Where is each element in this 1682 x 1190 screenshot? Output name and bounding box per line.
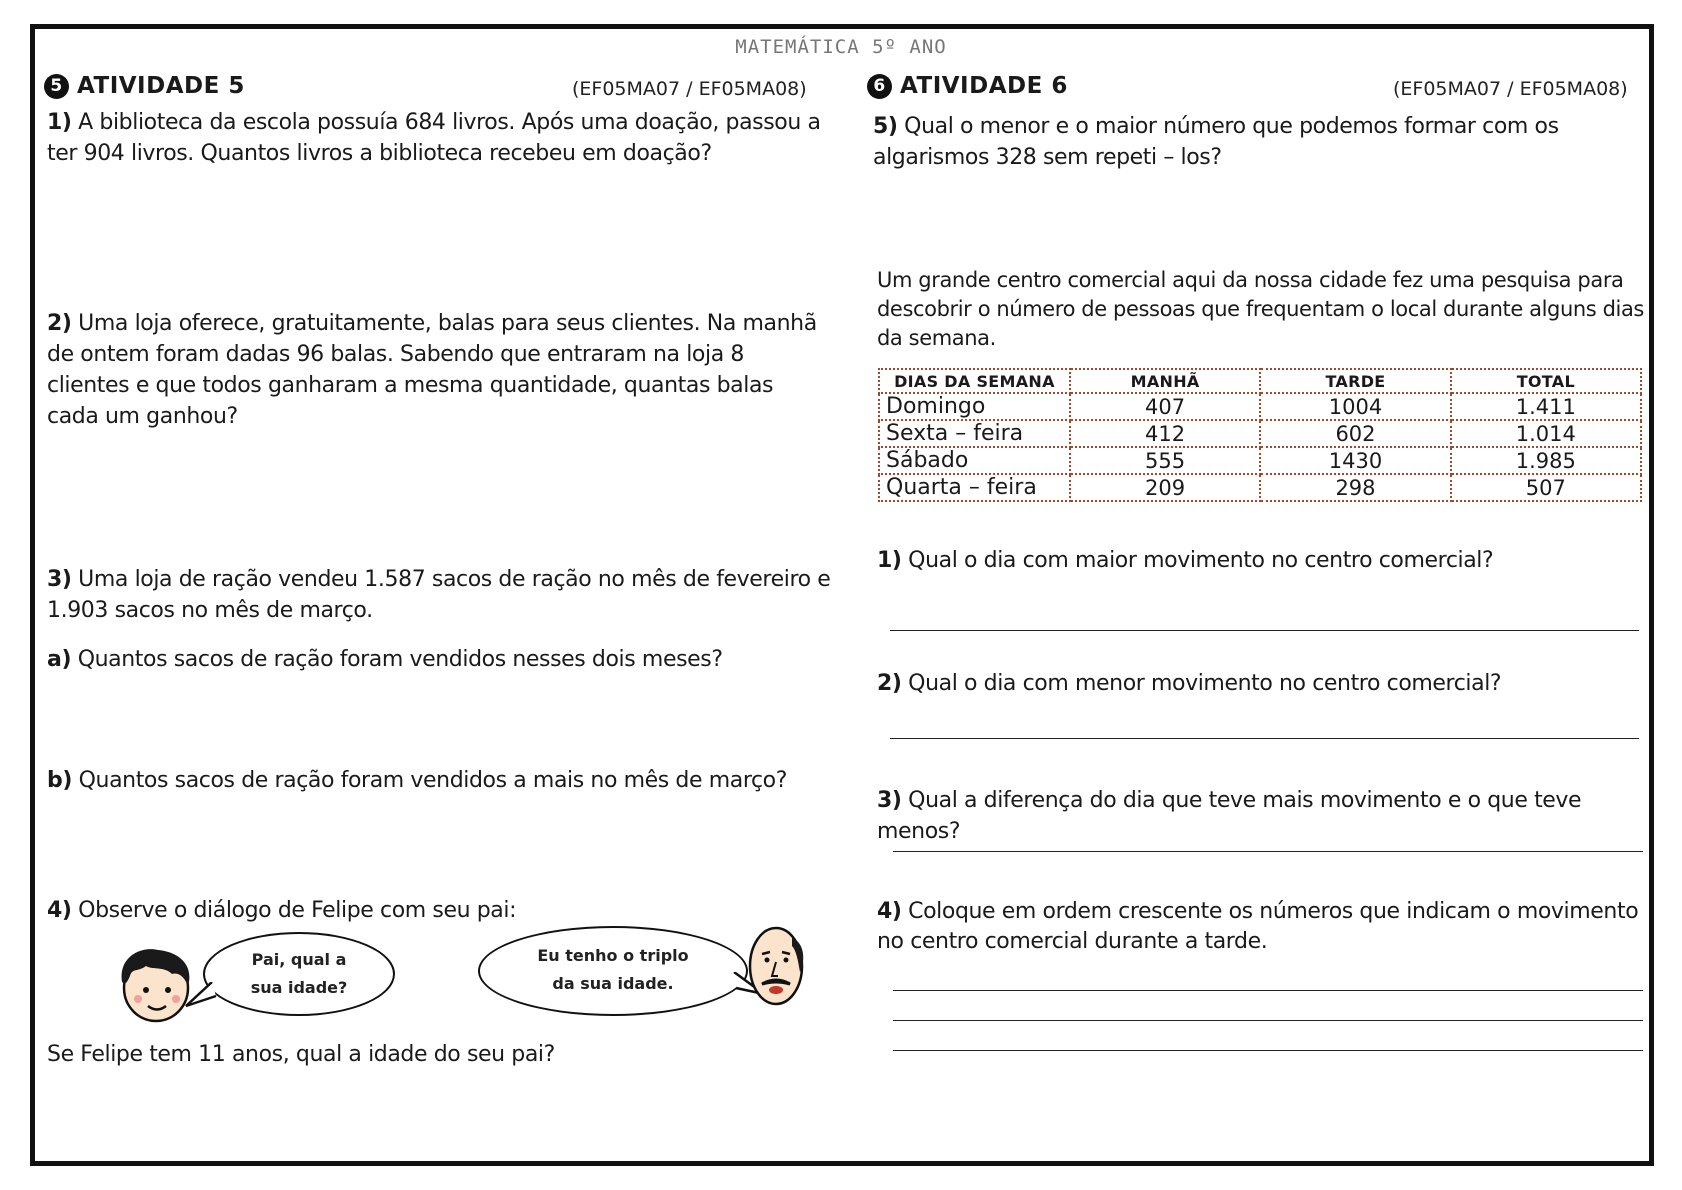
question-letter: a) <box>47 647 72 672</box>
question-text: A biblioteca da escola possuía 684 livros. Após uma doação, passou a ter 904 livros. Quantos livros a biblioteca recebeu em doação? <box>47 110 821 166</box>
number-5-badge: 5 <box>44 74 69 99</box>
question-text: Qual a diferença do dia que teve mais movimento e o que teve menos? <box>877 788 1582 844</box>
cell-total: 1.985 <box>1451 447 1641 474</box>
question-6-3 <box>877 785 1647 847</box>
question-5-2 <box>47 308 825 432</box>
cell-total: 507 <box>1451 474 1641 501</box>
question-number: 2) <box>877 671 902 696</box>
question-5-4-question: Se Felipe tem 11 anos, qual a idade do seu pai? <box>47 1042 555 1067</box>
cell-morning: 555 <box>1070 447 1260 474</box>
cell-afternoon: 1430 <box>1260 447 1450 474</box>
question-text: Coloque em ordem crescente os números que indicam o movimento no centro comercial durante a tarde. <box>877 899 1639 954</box>
answer-line[interactable] <box>893 990 1643 991</box>
question-5-3b <box>47 765 837 796</box>
question-6-4 <box>877 897 1647 957</box>
question-text: Uma loja oferece, gratuitamente, balas para seus clientes. Na manhã de ontem foram dadas 96 balas. Sabendo que entraram na loja 8 clientes e que todos ganharam a mesma quantidade, quantas balas cada um ganhou? <box>47 311 817 429</box>
question-text: Quantos sacos de ração foram vendidos nesses dois meses? <box>77 647 723 672</box>
question-text: Qual o dia com maior movimento no centro comercial? <box>908 548 1494 573</box>
survey-intro: Um grande centro comercial aqui da nossa cidade fez uma pesquisa para descobrir o número de pessoas que frequentam o local durante alguns dias da semana. <box>877 268 1644 350</box>
cell-morning: 407 <box>1070 393 1260 420</box>
question-6-1 <box>877 545 1647 576</box>
question-number: 1) <box>877 548 902 573</box>
table-row <box>879 474 1641 501</box>
bubble-tail-icon <box>184 982 218 1010</box>
question-number: 3) <box>47 567 72 592</box>
question-text: Uma loja de ração vendeu 1.587 sacos de ração no mês de fevereiro e 1.903 sacos no mês de março. <box>47 567 831 623</box>
col-header-afternoon: TARDE <box>1260 369 1450 393</box>
cell-day: Quarta – feira <box>879 474 1070 501</box>
answer-line[interactable] <box>890 738 1639 739</box>
question-number: 4) <box>877 899 902 924</box>
bubble-line: Pai, qual a <box>251 950 347 969</box>
cell-morning: 412 <box>1070 420 1260 447</box>
father-face-icon <box>748 920 808 1008</box>
question-text: Qual o menor e o maior número que podemos formar com os algarismos 328 sem repeti – los? <box>873 114 1559 170</box>
cell-afternoon: 602 <box>1260 420 1450 447</box>
col-header-total: TOTAL <box>1451 369 1641 393</box>
question-text: Qual o dia com menor movimento no centro comercial? <box>908 671 1502 696</box>
question-number: 5) <box>873 114 898 139</box>
activity-6-title: ATIVIDADE 6 <box>900 73 1068 99</box>
cell-day: Sábado <box>879 447 1070 474</box>
cell-afternoon: 298 <box>1260 474 1450 501</box>
speech-bubble-felipe <box>203 932 395 1016</box>
activity-6-code: (EF05MA07 / EF05MA08) <box>1393 78 1628 100</box>
question-number: 2) <box>47 311 72 336</box>
question-letter: b) <box>47 768 73 793</box>
cell-total: 1.411 <box>1451 393 1641 420</box>
question-6-5 <box>873 111 1648 173</box>
bubble-line: Eu tenho o triplo <box>537 946 689 965</box>
cell-morning: 209 <box>1070 474 1260 501</box>
cell-total: 1.014 <box>1451 420 1641 447</box>
question-5-3 <box>47 564 837 626</box>
answer-line[interactable] <box>890 630 1639 631</box>
question-5-1 <box>47 107 825 169</box>
question-number: 4) <box>47 898 72 923</box>
survey-table <box>878 368 1642 502</box>
table-header-row <box>879 369 1641 393</box>
table-row <box>879 420 1641 447</box>
table-row <box>879 393 1641 420</box>
activity-5-heading <box>44 73 245 99</box>
question-6-2 <box>877 668 1647 699</box>
cell-day: Sexta – feira <box>879 420 1070 447</box>
cell-day: Domingo <box>879 393 1070 420</box>
col-header-day: DIAS DA SEMANA <box>879 369 1070 393</box>
answer-line[interactable] <box>893 1020 1643 1021</box>
bubble-line: sua idade? <box>250 978 348 997</box>
question-number: 3) <box>877 788 902 813</box>
answer-line[interactable] <box>893 1050 1643 1051</box>
page-title: MATEMÁTICA 5º ANO <box>735 36 947 58</box>
answer-line[interactable] <box>893 851 1643 852</box>
table-row <box>879 447 1641 474</box>
activity-5-title: ATIVIDADE 5 <box>77 73 245 99</box>
question-5-3a <box>47 644 837 675</box>
bubble-line: da sua idade. <box>552 974 674 993</box>
question-5-4 <box>47 895 837 926</box>
number-6-badge: 6 <box>867 74 892 99</box>
question-text: Quantos sacos de ração foram vendidos a mais no mês de março? <box>78 768 788 793</box>
activity-5-code: (EF05MA07 / EF05MA08) <box>572 78 807 100</box>
col-header-morning: MANHÃ <box>1070 369 1260 393</box>
cell-afternoon: 1004 <box>1260 393 1450 420</box>
speech-bubble-dad <box>478 926 748 1016</box>
question-number: 1) <box>47 110 72 135</box>
activity-6-heading <box>867 73 1068 99</box>
question-text: Observe o diálogo de Felipe com seu pai: <box>78 898 517 923</box>
